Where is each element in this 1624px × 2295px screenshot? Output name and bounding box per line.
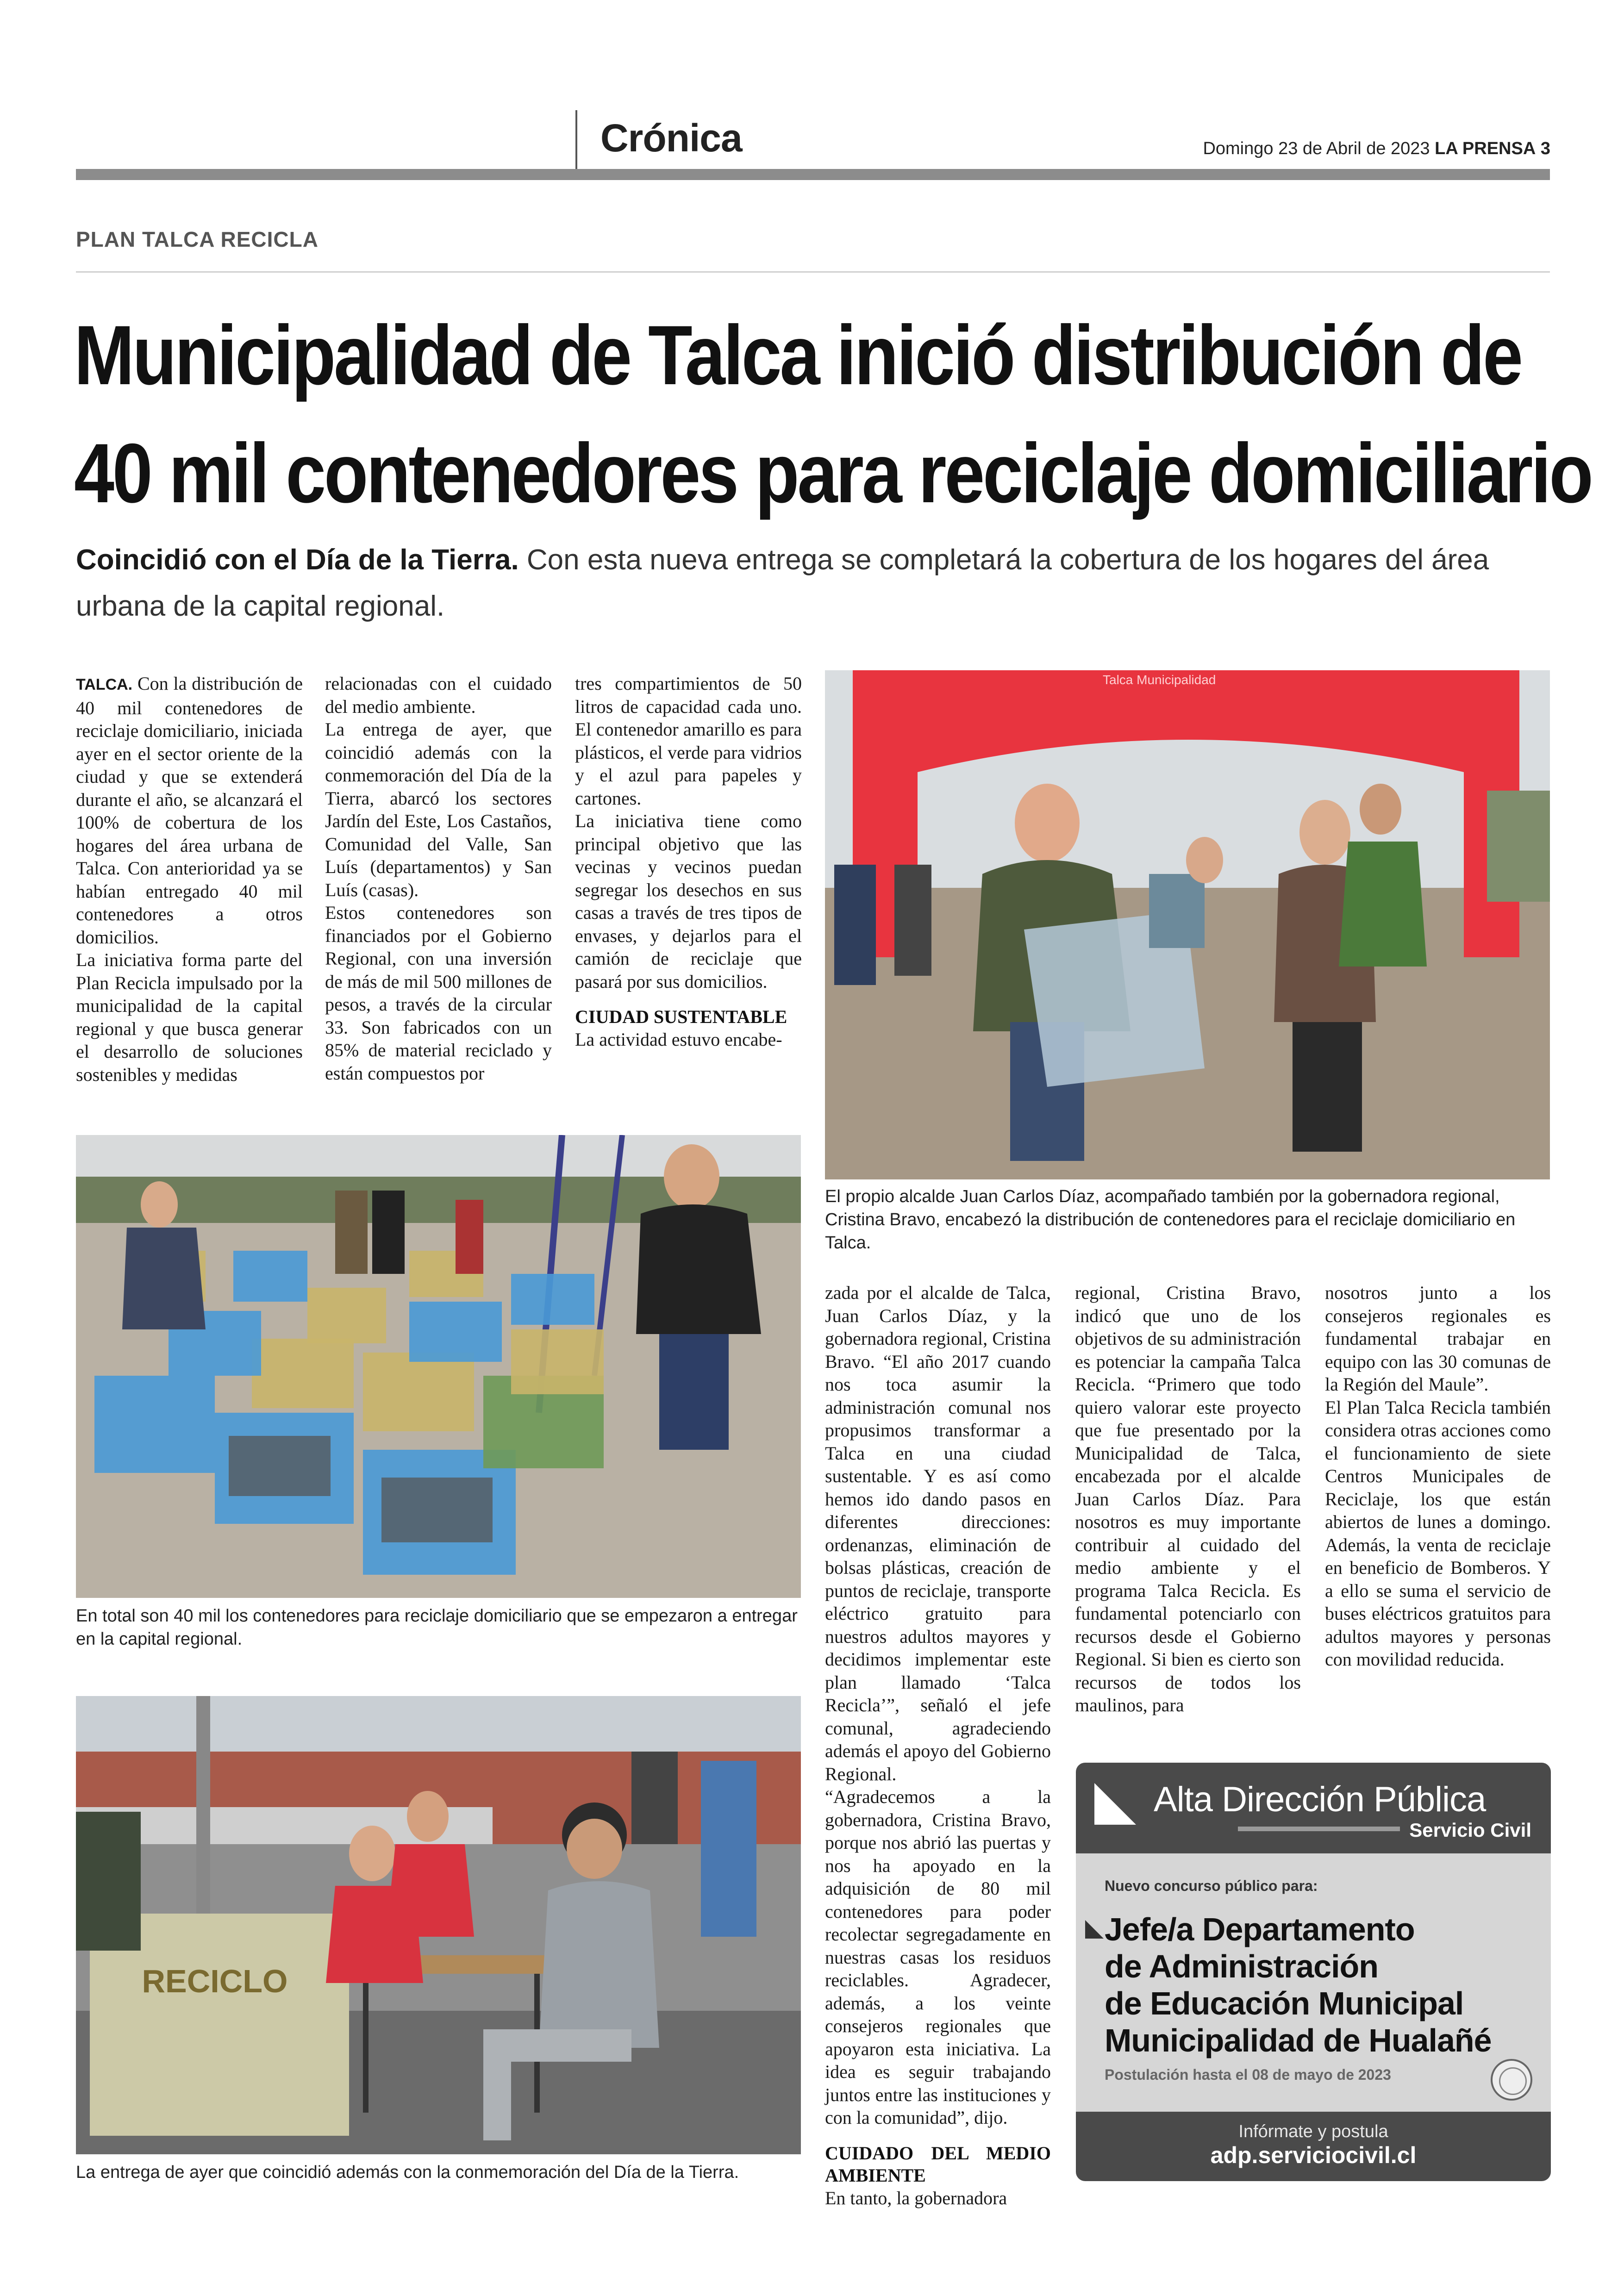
ad-sub-rule <box>1238 1827 1400 1831</box>
paragraph: La iniciativa forma parte del Plan Recicla impulsado por la municipalidad de la capital regional y que busca generar el desarrollo de soluciones sostenibles y medidas <box>76 949 303 1085</box>
ad-label: Nuevo concurso público para: <box>1105 1877 1318 1894</box>
paragraph: regional, Cristina Bravo, indicó que uno de los objetivos de su administración es potenciar la campaña Talca Recicla. “Primero que todo quiero valorar este proyecto que fue presentado por la Municipalidad de Talca, encabezada por el alcalde Juan Carlos Díaz. Para nosotros es muy importante contribuir al cuidado del medio ambiente y el programa Talca Recicla. Es fundamental potenciarlo con recursos desde el Gobierno Regional. Si bien es cierto son recursos de todos los maulinos, para <box>1075 1282 1301 1715</box>
paragraph: nosotros junto a los consejeros regionales es fundamental trabajar en equipo con las 30 comunas de la Región del Maule”. <box>1325 1282 1551 1395</box>
paragraph <box>76 672 303 948</box>
article-column-1 <box>76 672 303 1086</box>
headline-line-1: Municipalidad de Talca inició distribución de <box>74 308 1521 402</box>
corner-arrow-icon <box>1085 1920 1104 1939</box>
article-column-3 <box>575 672 802 1051</box>
ad-title-line: Municipalidad de Hualañé <box>1105 2022 1492 2058</box>
paragraph: La iniciativa tiene como principal objetivo que las vecinas y vecinos puedan segregar los desechos en sus casas a través de tres tipos de envases, y dejarlos para el camión de reciclaje que pasará por sus domicilios. <box>575 811 802 992</box>
photo-2-caption: En total son 40 mil los contenedores para reciclaje domiciliario que se empezaron a entregar en la capital regional. <box>76 1606 798 1649</box>
photo-3-illustration <box>76 1696 801 2154</box>
article-column-2 <box>325 672 552 1085</box>
ad-url-link[interactable]: adp.serviciocivil.cl <box>1210 2142 1417 2168</box>
ad-title-line: Jefe/a Departamento <box>1105 1911 1415 1947</box>
adp-advertisement[interactable] <box>1076 1763 1551 2181</box>
issue-date: Domingo 23 de Abril de 2023 <box>1203 139 1430 158</box>
article-column-5 <box>1075 1281 1301 1717</box>
ad-brand: Alta Dirección Pública <box>1154 1780 1486 1819</box>
subheading: CUIDADO DEL MEDIO AMBIENTE <box>825 2142 1051 2186</box>
paragraph: La entrega de ayer, que coincidió además con la conmemoración del Día de la Tierra, abarcó los sectores Jardín del Este, Los Castaños, Comunidad del Valle, San Luís (departamentos) y San Luís (casas). <box>325 719 552 900</box>
section-name: Crónica <box>600 116 742 160</box>
page-number: 3 <box>1540 139 1550 158</box>
masthead-divider <box>575 110 577 169</box>
paragraph: El Plan Talca Recicla también considera otras acciones como el funcionamiento de siete Centros Municipales de Reciclaje, los que están abiertos de lunes a domingo. Además, la venta de reciclaje en beneficio de Bomberos. Y a ello se suma el servicio de buses eléctricos gratuitos para adultos mayores y personas con movilidad reducida. <box>1325 1397 1551 1670</box>
adp-logo-icon <box>1094 1783 1136 1825</box>
photo-registration-table <box>76 1696 801 2154</box>
paragraph: En tanto, la gobernadora <box>825 2187 1007 2208</box>
deck-lead: Coincidió con el Día de la Tierra. <box>76 544 519 576</box>
dateline-place: TALCA. <box>76 676 133 693</box>
ad-job-title <box>1105 1911 1540 2059</box>
seal-icon <box>1491 2059 1532 2101</box>
subheading: CIUDAD SUSTENTABLE <box>575 1006 787 1027</box>
article-column-4 <box>825 1281 1051 2209</box>
kicker-rule <box>76 271 1550 273</box>
ad-footer <box>1076 2112 1551 2181</box>
paragraph: Estos contenedores son financiados por el Gobierno Regional, con una inversión de más de mil 500 millones de pesos, a través de la circular 33. Son fabricados con un 85% de material reciclado y están compuestos por <box>325 902 552 1084</box>
ad-header <box>1076 1763 1551 1853</box>
deck-text: Con esta nueva entrega se completará la cobertura de los hogares del área urbana de la capital regional. <box>76 544 1489 622</box>
kicker: PLAN TALCA RECICLA <box>76 227 319 251</box>
photo-2-illustration <box>76 1135 801 1598</box>
ad-title-line: de Educación Municipal <box>1105 1985 1464 2021</box>
bin-label: RECICLO <box>142 1963 288 1999</box>
photo-3-caption: La entrega de ayer que coincidió además con la conmemoración del Día de la Tierra. <box>76 2163 739 2182</box>
photo-mayor-carrying-container <box>825 670 1550 1179</box>
article-column-6 <box>1325 1281 1551 1671</box>
paragraph: “Agradecemos a la gobernadora, Cristina Bravo, porque nos abrió las puertas y nos ha apoyado en la adquisición de 80 mil contenedores para poder recolectar segregadamente en nuestras casas los residuos reciclables. Agradecer, además, a los veinte consejeros regionales que apoyaron esta iniciativa. La idea es seguir trabajando juntos entre las instituciones y con la comunidad”, dijo. <box>825 1786 1051 2128</box>
paragraph-text: Con la distribución de 40 mil contenedores de reciclaje domiciliario, iniciada ayer en el sector oriente de la ciudad y que se extenderá durante el año, se alcanzará el 100% de cobertura de los hogares del área urbana de Talca. Con anterioridad ya se habían entregado 40 mil contenedores a otros domicilios. <box>76 673 303 948</box>
arch-text: Talca Municipalidad <box>1103 673 1216 687</box>
paragraph: tres compartimientos de 50 litros de capacidad cada uno. El contenedor amarillo es para plásticos, el verde para vidrios y el azul para papeles y cartones. <box>575 673 802 809</box>
photo-container-rows <box>76 1135 801 1598</box>
headline-line-2: 40 mil contenedores para reciclaje domiciliario <box>74 426 1592 520</box>
ad-title-line: de Administración <box>1105 1948 1379 1984</box>
paragraph: La actividad estuvo encabe- <box>575 1029 782 1050</box>
ad-deadline: Postulación hasta el 08 de mayo de 2023 <box>1105 2066 1391 2083</box>
masthead-rule <box>76 169 1550 180</box>
ad-sub: Servicio Civil <box>1409 1819 1531 1841</box>
deck <box>76 537 1553 630</box>
ad-info: Infórmate y postula <box>1238 2122 1388 2141</box>
photo-1-caption: El propio alcalde Juan Carlos Díaz, acompañado también por la gobernadora regional, Cristina Bravo, encabezó la distribución de contenedores para el reciclaje domiciliario en Talca. <box>825 1187 1516 1253</box>
photo-1-illustration <box>825 670 1550 1179</box>
paragraph: zada por el alcalde de Talca, Juan Carlos Díaz, y la gobernadora regional, Cristina Bravo. “El año 2017 cuando nos toca asumir la administración comunal nos propusimos transformar a Talca en una ciudad sustentable. Y es así como hemos ido dando pasos en diferentes direcciones: ordenanzas, eliminación de bolsas plásticas, creación de puntos de reciclaje, transporte eléctrico gratuito para nuestros adultos mayores y decidimos implementar este plan llamado ‘Talca Recicla’”, señaló el jefe comunal, agradeciendo además el apoyo del Gobierno Regional. <box>825 1282 1051 1784</box>
headline <box>74 296 1592 532</box>
paragraph: relacionadas con el cuidado del medio ambiente. <box>325 673 552 717</box>
paper-name: LA PRENSA <box>1435 139 1536 158</box>
date-line <box>1203 139 1550 159</box>
